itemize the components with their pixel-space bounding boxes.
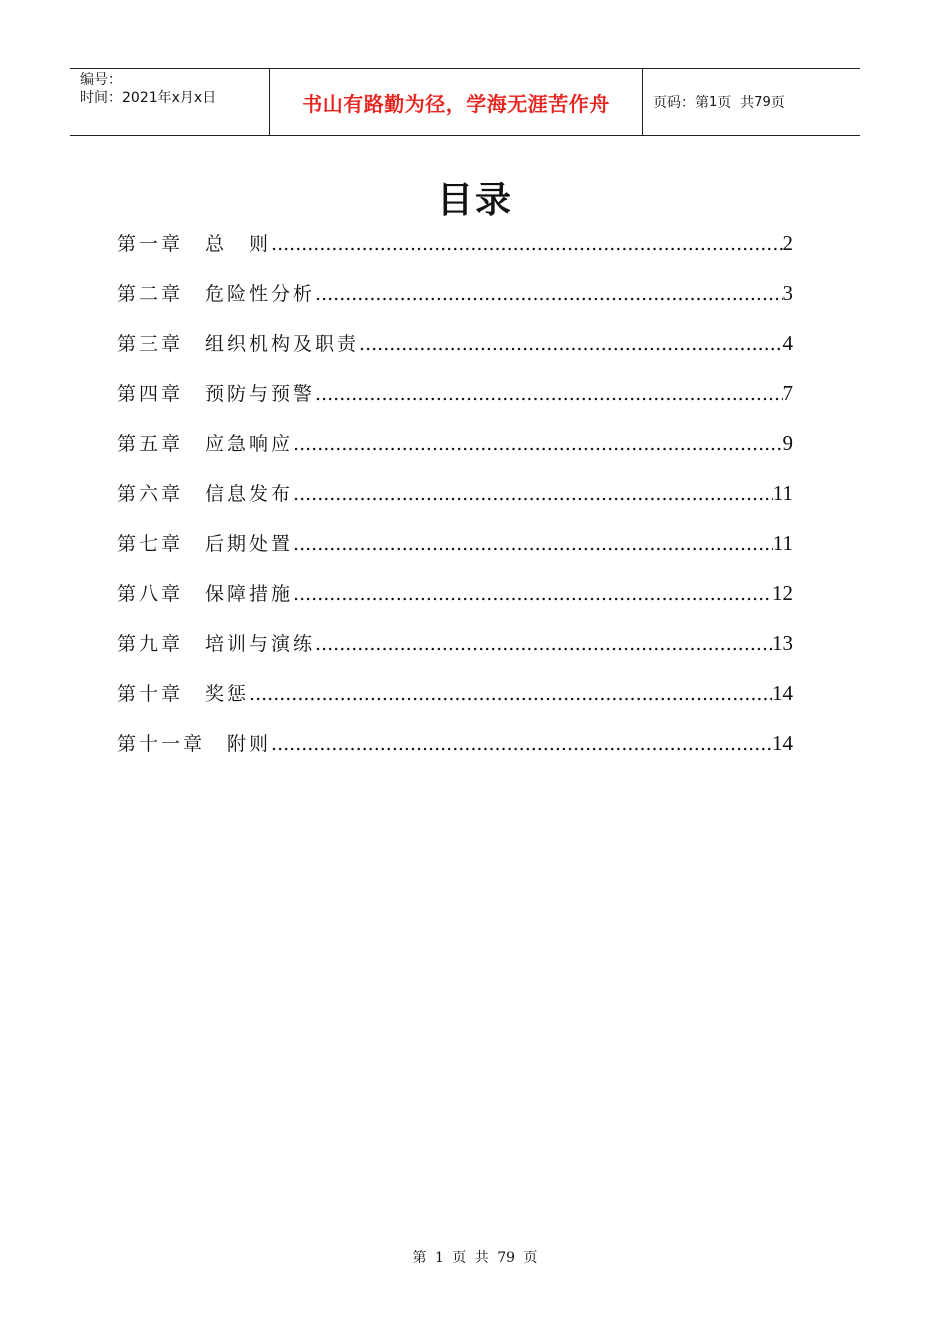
toc-chapter: 第五章 (117, 433, 184, 455)
page-current: 1 (709, 94, 718, 110)
toc-entry[interactable] (117, 378, 793, 428)
toc-entry[interactable] (117, 328, 793, 378)
toc-chapter: 第九章 (117, 633, 184, 655)
toc-leader (271, 229, 782, 259)
header-meta-cell (70, 69, 270, 135)
toc-chapter: 第三章 (117, 333, 184, 355)
toc-page: 9 (782, 431, 793, 455)
toc-entry[interactable] (117, 478, 793, 528)
toc-leader (293, 579, 772, 609)
toc-chapter: 第十一章 (117, 733, 206, 755)
toc-entry[interactable] (117, 528, 793, 578)
toc-page: 12 (772, 581, 793, 605)
toc-leader (315, 279, 782, 309)
toc-name: 信息发布 (205, 483, 294, 505)
toc-leader (315, 379, 782, 409)
toc-entry[interactable] (117, 728, 793, 778)
toc-entry[interactable] (117, 228, 793, 278)
toc-leader (249, 679, 772, 709)
toc-name: 应急响应 (205, 433, 294, 455)
toc-chapter: 第八章 (117, 583, 184, 605)
header-motto: 书山有路勤为径，学海无涯苦作舟 (302, 91, 610, 116)
toc-entry[interactable] (117, 428, 793, 478)
toc-page: 4 (782, 331, 793, 355)
page-total: 79 (754, 94, 771, 110)
toc-leader (271, 729, 772, 759)
time-label: 时间：2021年x月x日 (80, 90, 217, 106)
page-prefix: 页码：第 (653, 95, 709, 111)
toc-name: 危险性分析 (205, 283, 316, 305)
page-suffix: 页 (770, 95, 785, 111)
toc-page: 11 (772, 481, 793, 505)
toc-page: 14 (772, 731, 793, 755)
toc-page: 11 (772, 531, 793, 555)
toc-chapter: 第六章 (117, 483, 184, 505)
toc-page: 3 (782, 281, 793, 305)
toc-name: 总 则 (205, 233, 272, 255)
toc-leader (293, 429, 782, 459)
serial-label: 编号： (80, 72, 122, 88)
toc-entry[interactable] (117, 278, 793, 328)
toc-name: 奖惩 (205, 683, 250, 705)
toc-name: 后期处置 (205, 533, 294, 555)
toc-name: 培训与演练 (205, 633, 316, 655)
toc-name: 保障措施 (205, 583, 294, 605)
toc-page: 7 (782, 381, 793, 405)
toc-name: 附则 (227, 733, 272, 755)
document-header (70, 68, 860, 136)
toc-leader (293, 479, 773, 509)
toc-chapter: 第四章 (117, 383, 184, 405)
toc-page: 2 (782, 231, 793, 255)
table-of-contents (117, 228, 793, 778)
toc-page: 13 (772, 631, 793, 655)
toc-chapter: 第七章 (117, 533, 184, 555)
header-motto-cell (270, 69, 643, 135)
toc-leader (293, 529, 773, 559)
toc-name: 组织机构及职责 (205, 333, 360, 355)
toc-leader (315, 629, 772, 659)
toc-page: 14 (772, 681, 793, 705)
toc-leader (359, 329, 782, 359)
toc-entry[interactable] (117, 678, 793, 728)
toc-chapter: 第二章 (117, 283, 184, 305)
toc-name: 预防与预警 (205, 383, 316, 405)
page-mid: 页 共 (717, 95, 755, 111)
toc-chapter: 第十章 (117, 683, 184, 705)
header-page-cell (643, 69, 860, 135)
toc-chapter: 第一章 (117, 233, 184, 255)
toc-entry[interactable] (117, 628, 793, 678)
toc-entry[interactable] (117, 578, 793, 628)
page-footer: 第 1 页 共 79 页 (412, 1250, 538, 1266)
toc-title: 目录 (436, 180, 513, 221)
